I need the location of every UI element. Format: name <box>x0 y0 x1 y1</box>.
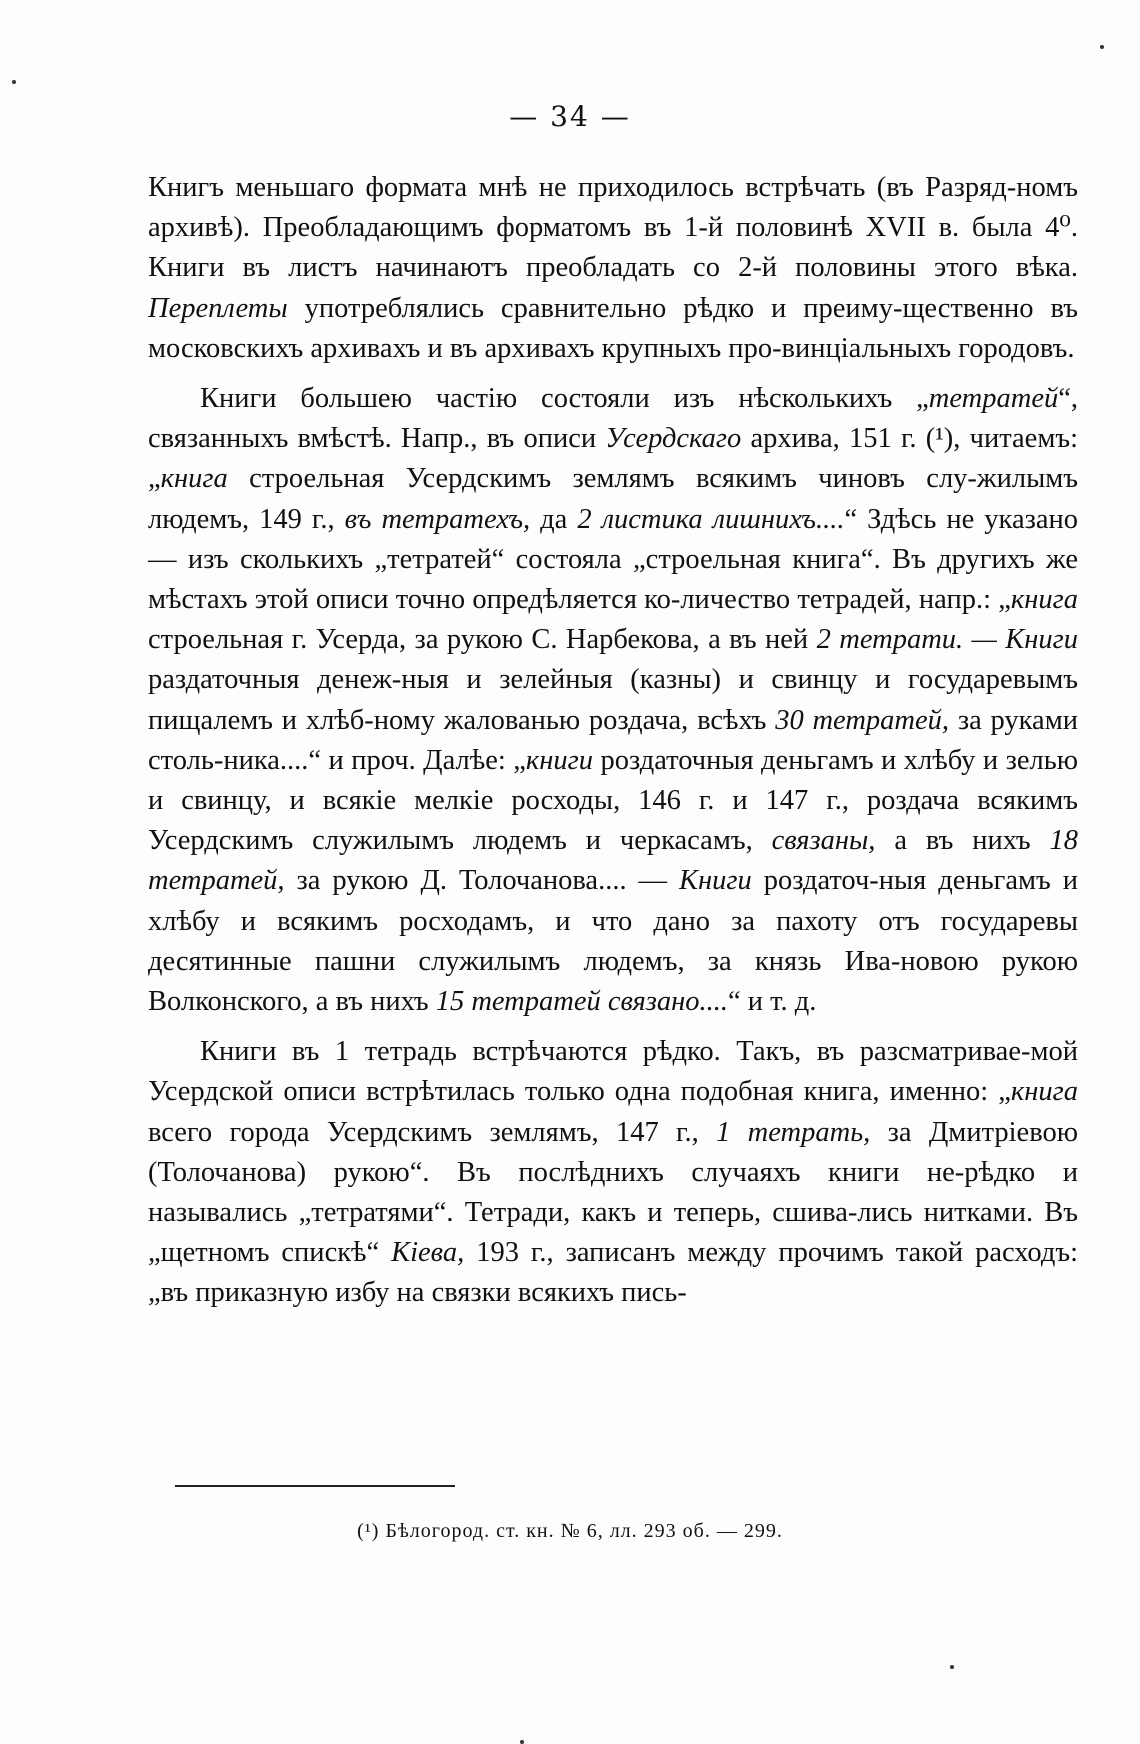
italic-segment: 1 тетрать, <box>716 1116 871 1148</box>
text-segment: употреблялись сравнительно рѣдко и преиму-щественно въ московскихъ архивахъ и въ архивахъ крупныхъ про-винціальныхъ городовъ. <box>148 292 1078 364</box>
italic-segment: въ тетратехъ, <box>344 503 531 535</box>
text-segment: а въ нихъ <box>875 825 1050 857</box>
footnote-divider <box>175 1485 455 1487</box>
footnote: (¹) Бѣлогород. ст. кн. № 6, лл. 293 об. — 299. <box>357 1520 783 1542</box>
text-segment: “, связанныхъ вмѣстѣ. Напр., въ описи <box>148 383 1078 455</box>
text-segment: Книгъ меньшаго формата мнѣ не приходилось встрѣчать (въ Разряд-номъ архивѣ). Преобладающимъ форматомъ въ 1-й половинѣ XVII в. была 4⁰. Книги въ листъ начинаютъ преобладать со 2-й половины этого вѣка. <box>148 172 1078 284</box>
text-segment: раздаточныя денеж-ныя и зелейныя (казны) и свинцу и государевымъ пищалемъ и хлѣб-ному жалованью роздача, всѣхъ <box>148 664 1078 736</box>
text-segment: “ и т. д. <box>728 986 817 1018</box>
italic-segment: Кіева, <box>391 1237 465 1269</box>
text-segment: Книги въ 1 тетрадь встрѣчаются рѣдко. Такъ, въ разсматривае-мой Усердской описи встрѣтилась только одна подобная книга, именно: „ <box>148 1036 1078 1108</box>
text-segment: строельная г. Усерда, за рукою С. Нарбекова, а въ ней <box>148 624 817 656</box>
italic-segment: тетратей <box>928 383 1059 415</box>
italic-segment: Усердскаго <box>605 423 742 455</box>
italic-segment: книга <box>160 463 228 495</box>
text-segment: всего города Усердскимъ землямъ, 147 г., <box>148 1116 717 1148</box>
italic-segment: 2 тетрати. — Книги <box>816 624 1078 656</box>
italic-segment: 2 листика лишнихъ.... <box>577 503 845 535</box>
italic-segment: книга <box>1010 1076 1078 1108</box>
text-segment: роздаточныя деньгамъ и хлѣбу и зелью и свинцу, и всякіе мелкіе росходы, 146 г. и 147 г., роздача всякимъ Усердскимъ служилымъ людемъ и черкасамъ, <box>148 744 1079 857</box>
italic-segment: Книги <box>679 865 752 897</box>
text-segment: строельная Усердскимъ землямъ всякимъ чиновъ слу-жилымъ людемъ, 149 г., <box>148 463 1078 535</box>
print-speck <box>950 1665 954 1669</box>
text-segment: “ Здѣсь не указано — изъ сколькихъ „тетратей“ состояла „строельная книга“. Въ другихъ же мѣстахъ этой описи точно опредѣляется ко-личество тетрадей, напр.: „ <box>148 503 1078 616</box>
italic-segment: 15 тетратей связано.... <box>435 986 729 1018</box>
text-segment: за руками столь-ника....“ и проч. Далѣе: „ <box>148 704 1078 776</box>
paragraph-2 <box>148 379 1078 1022</box>
text-segment: роздаточ-ныя деньгамъ и хлѣбу и всякимъ росходамъ, и что дано за пахоту отъ государевы десятинные пашни служилымъ людемъ, за князь Ива-новою рукою Волконского, а въ нихъ <box>148 865 1078 1018</box>
italic-segment: книга <box>1010 584 1078 616</box>
print-speck <box>1100 45 1104 49</box>
print-speck <box>12 80 16 84</box>
text-segment: за Дмитріевою (Толочанова) рукою“. Въ послѣднихъ случаяхъ книги не-рѣдко и назывались „тетратями“. Тетради, какъ и теперь, сшива-лись нитками. Въ „щетномъ спискѣ“ <box>148 1116 1078 1269</box>
paragraph-3 <box>148 1032 1078 1313</box>
print-speck <box>520 1740 524 1744</box>
text-segment: да <box>530 503 578 535</box>
text-segment: архива, 151 г. (¹), читаемъ: „ <box>148 423 1079 495</box>
page-number: — 34 — <box>509 100 631 133</box>
paragraph-1 <box>148 168 1078 369</box>
italic-segment: 30 тетратей, <box>775 704 950 736</box>
italic-segment: книги <box>525 744 594 776</box>
italic-segment: Переплеты <box>148 292 288 324</box>
text-segment: Книги большею частію состояли изъ нѣсколькихъ „ <box>200 383 929 415</box>
text-segment: 193 г., записанъ между прочимъ такой расходъ: „въ приказную избу на связки всякихъ пись- <box>148 1237 1078 1309</box>
text-segment: за рукою Д. Толочанова.... — <box>284 865 680 897</box>
italic-segment: связаны, <box>771 825 876 857</box>
italic-segment: 18 тетратей, <box>148 825 1078 897</box>
body-text <box>148 168 1078 1314</box>
